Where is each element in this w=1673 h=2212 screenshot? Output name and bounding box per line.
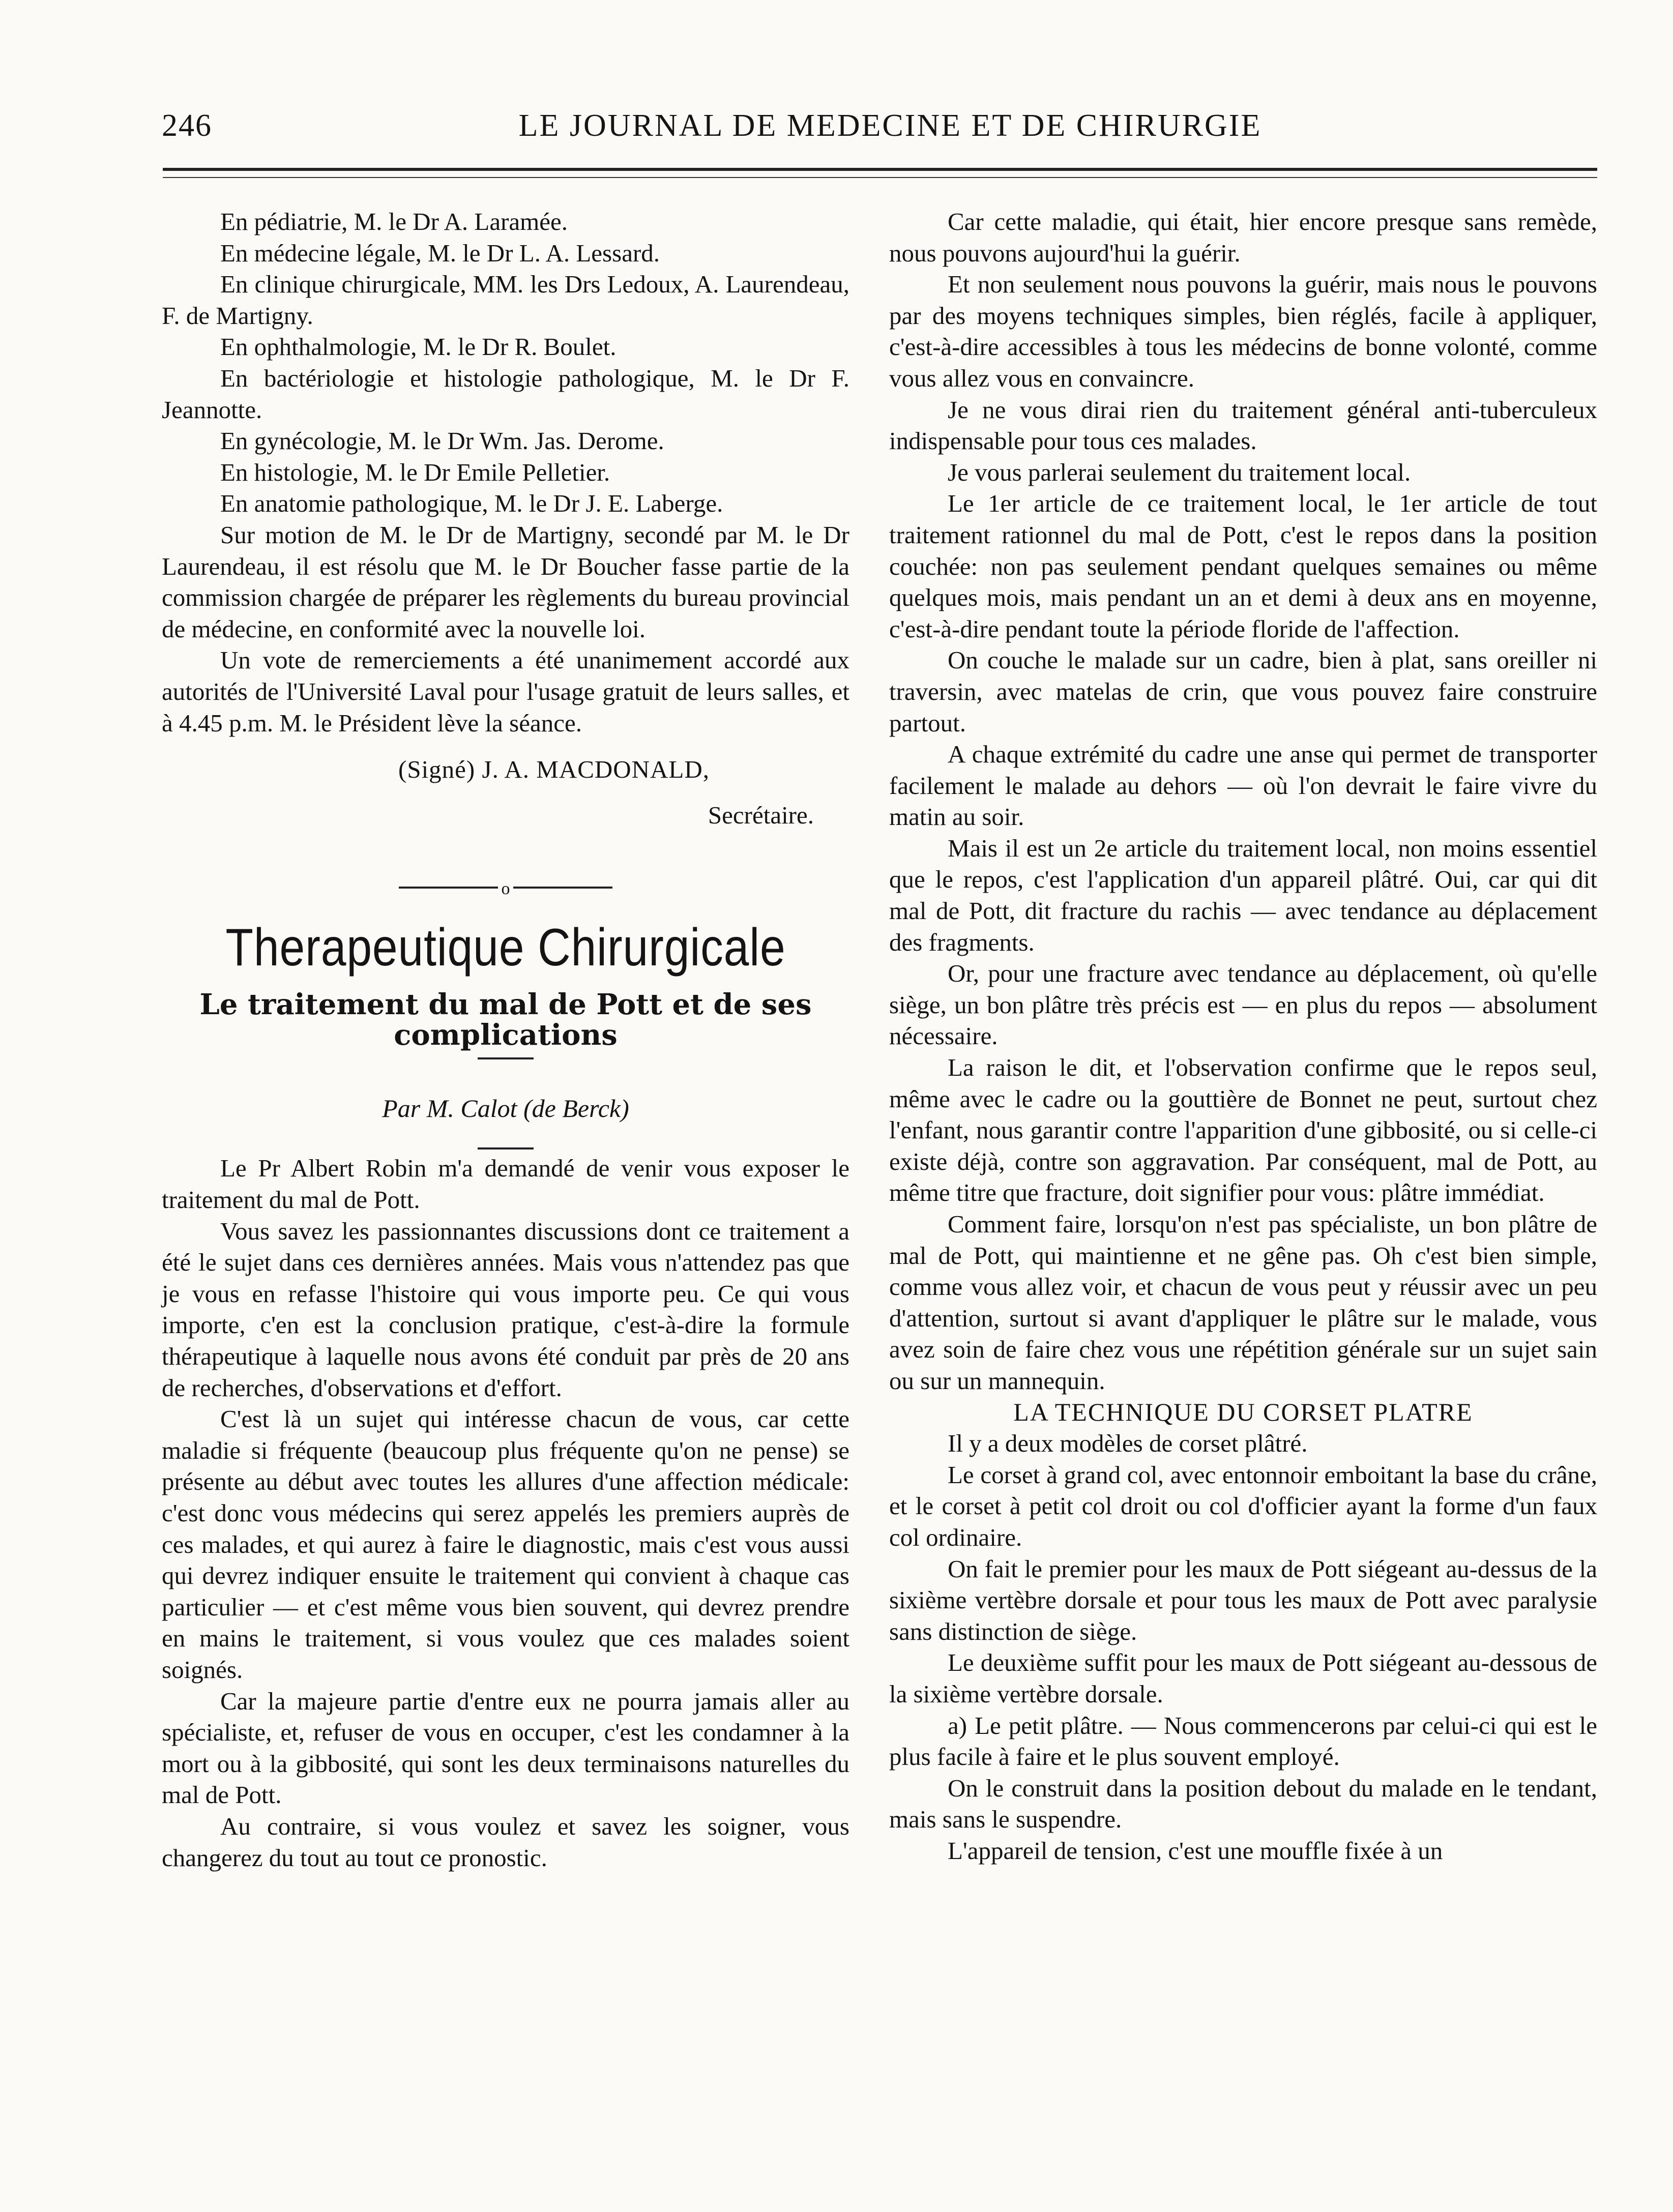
minutes-paragraph: Sur motion de M. le Dr de Martigny, secondé par M. le Dr Laurendeau, il est résolu que M. le Dr Boucher fasse partie de la commission chargée de préparer les règlements du bureau provincial de médecine, en conformité avec la nouvelle loi.	[162, 520, 849, 643]
article-paragraph: Le Pr Albert Robin m'a demandé de venir vous exposer le traitement du mal de Pott.	[162, 1154, 849, 1214]
article-title: Le traitement du mal de Pott et de ses complications	[199, 987, 812, 1052]
article-paragraph: Je vous parlerai seulement du traitement local.	[948, 458, 1411, 486]
left-column	[162, 206, 849, 1873]
article-paragraph: Je ne vous dirai rien du traitement général anti-tuberculeux indispensable pour tous ces malades.	[889, 395, 1597, 455]
article-paragraph: Au contraire, si vous voulez et savez les soigner, vous changerez du tout au tout ce pronostic.	[162, 1812, 849, 1872]
article-paragraph: Le corset à grand col, avec entonnoir emboitant la base du crâne, et le corset à petit col droit ou col d'officier ayant la forme d'un faux col ordinaire.	[889, 1460, 1597, 1551]
section-title: Therapeutique Chirurgicale	[225, 918, 786, 978]
article-paragraph: Il y a deux modèles de corset plâtré.	[948, 1429, 1308, 1458]
page-number: 246	[162, 108, 212, 143]
article-paragraph: La raison le dit, et l'observation confirme que le repos seul, même avec le cadre ou la gouttière de Bonnet ne peut, surtout chez l'enfant, nous garantir contre l'apparition d'une gibbosité, ou si celle-ci existe déjà, contre son aggravation. Par conséquent, mal de Pott, au même titre que fracture, doit signifier pour vous: plâtre immédiat.	[889, 1053, 1597, 1207]
article-paragraph: L'appareil de tension, c'est une mouffle fixée à un	[948, 1836, 1443, 1865]
article-paragraph: Or, pour une fracture avec tendance au déplacement, où qu'elle siège, un bon plâtre très précis est — en plus du repos — absolument nécessaire.	[889, 959, 1597, 1050]
minutes-paragraph: En anatomie pathologique, M. le Dr J. E. Laberge.	[220, 489, 723, 518]
author-rule	[478, 1147, 534, 1149]
article-paragraph: Le 1er article de ce traitement local, le 1er article de tout traitement rationnel du mal de Pott, c'est le repos dans la position couchée: non pas seulement pendant quelques semaines ou même quelques mois, mais pendant un an et demi à deux ans en moyenne, c'est-à-dire pendant toute la période floride de l'affection.	[889, 489, 1597, 643]
minutes-paragraph: En gynécologie, M. le Dr Wm. Jas. Derome.	[220, 427, 664, 455]
signer-title: Secrétaire.	[708, 801, 814, 829]
minutes-paragraph: En bactériologie et histologie pathologique, M. le Dr F. Jeannotte.	[162, 364, 849, 424]
running-title: LE JOURNAL DE MEDECINE ET DE CHIRURGIE	[518, 108, 1262, 143]
technique-subheading: LA TECHNIQUE DU CORSET PLATRE	[1013, 1397, 1473, 1426]
article-paragraph: a) Le petit plâtre. — Nous commencerons par celui-ci qui est le plus facile à faire et le plus souvent employé.	[889, 1711, 1597, 1771]
title-rule	[478, 1057, 534, 1059]
minutes-paragraph: En histologie, M. le Dr Emile Pelletier.	[220, 458, 610, 486]
article-paragraph: Et non seulement nous pouvons la guérir, mais nous le pouvons par des moyens techniques simples, bien réglés, facile à appliquer, c'est-à-dire accessibles à tous les médecins de bonne volonté, comme vous allez vous en convaincre.	[889, 270, 1597, 392]
article-paragraph: Mais il est un 2e article du traitement local, non moins essentiel que le repos, c'est l'application d'un appareil plâtré. Oui, car qui dit mal de Pott, dit fracture du rachis — avec tendance au déplacement des fragments.	[889, 834, 1597, 956]
article-paragraph: Vous savez les passionnantes discussions dont ce traitement a été le sujet dans ces dernières années. Mais vous n'attendez pas que je vous en refasse l'histoire qui vous importe peu. Ce qui vous importe, c'en est la conclusion pratique, c'est-à-dire la formule thérapeutique à laquelle nous avons été conduit par près de 20 ans de recherches, d'observations et d'effort.	[162, 1217, 849, 1402]
article-paragraph: Comment faire, lorsqu'on n'est pas spécialiste, un bon plâtre de mal de Pott, qui maintienne et ne gêne pas. Oh c'est bien simple, comme vous allez voir, et chacun de vous peut y réussir avec un peu d'attention, surtout si avant d'appliquer le plâtre sur le malade, vous avez soin de faire chez vous une répétition générale sur un sujet sain ou sur un mannequin.	[889, 1210, 1597, 1395]
article-author: Par M. Calot (de Berck)	[382, 1094, 629, 1123]
minutes-paragraph: En ophthalmologie, M. le Dr R. Boulet.	[220, 333, 617, 361]
minutes-paragraph: En médecine légale, M. le Dr L. A. Lessard.	[220, 239, 660, 267]
right-column	[889, 206, 1597, 1866]
header-rule	[163, 168, 1597, 171]
signature-line: (Signé) J. A. MACDONALD,	[398, 755, 710, 784]
article-paragraph: On couche le malade sur un cadre, bien à plat, sans oreiller ni traversin, avec matelas de crin, que vous pouvez faire construire partout.	[889, 646, 1597, 737]
section-separator	[399, 876, 612, 897]
article-paragraph: A chaque extrémité du cadre une anse qui permet de transporter facilement le malade au dehors — où l'on devrait le faire vivre du matin au soir.	[889, 740, 1597, 831]
minutes-paragraph: En pédiatrie, M. le Dr A. Laramée.	[220, 208, 568, 235]
minutes-paragraph: En clinique chirurgicale, MM. les Drs Ledoux, A. Laurendeau, F. de Martigny.	[162, 270, 849, 330]
article-paragraph: C'est là un sujet qui intéresse chacun de vous, car cette maladie si fréquente (beaucoup plus fréquente qu'on ne pense) se présente au début avec toutes les allures d'une affection médicale: c'est donc vous médecins qui serez appelés les premiers auprès de ces malades, et qui aurez à faire le diagnostic, mais c'est vous aussi qui devrez indiquer ensuite le traitement qui convient à chaque cas particulier — et c'est même vous bien souvent, qui devrez prendre en mains le traitement, si vous voulez que ces malades soient soignés.	[162, 1405, 849, 1684]
minutes-paragraph: Un vote de remerciements a été unanimement accordé aux autorités de l'Université Laval pour l'usage gratuit de leurs salles, et à 4.45 p.m. M. le Président lève la séance.	[162, 646, 849, 737]
separator-mark: o	[498, 873, 513, 905]
article-paragraph: On le construit dans la position debout du malade en le tendant, mais sans le suspendre.	[889, 1774, 1597, 1834]
article-paragraph: Le deuxième suffit pour les maux de Pott siégeant au-dessous de la sixième vertèbre dorsale.	[889, 1648, 1597, 1708]
article-paragraph: Car la majeure partie d'entre eux ne pourra jamais aller au spécialiste, et, refuser de vous en occuper, c'est les condamner à la mort ou à la gibbosité, qui sont les deux terminaisons naturelles du mal de Pott.	[162, 1687, 849, 1809]
article-paragraph: Car cette maladie, qui était, hier encore presque sans remède, nous pouvons aujourd'hui la guérir.	[889, 208, 1597, 267]
header-rule-thin	[163, 177, 1597, 178]
article-paragraph: On fait le premier pour les maux de Pott siégeant au-dessus de la sixième vertèbre dorsale et pour tous les maux de Pott avec paralysie sans distinction de siège.	[889, 1554, 1597, 1645]
